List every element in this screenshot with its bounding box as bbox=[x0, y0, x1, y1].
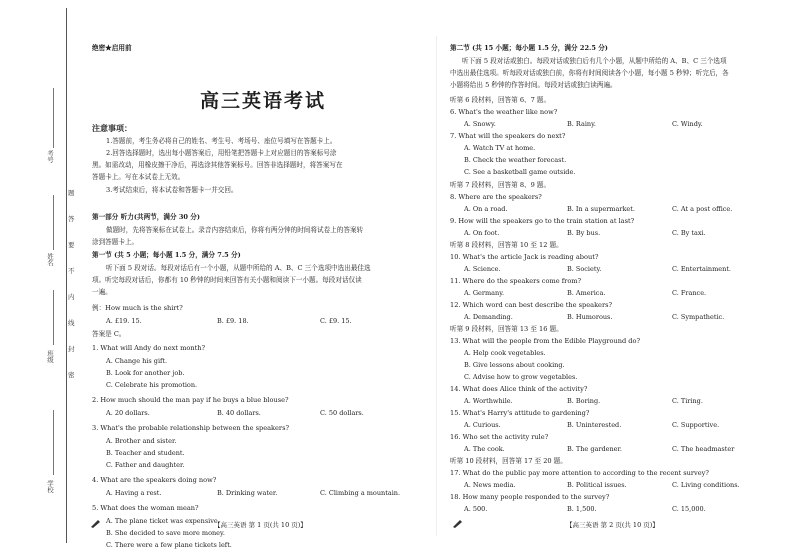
q2-option-b: B. 40 dollars. bbox=[217, 409, 261, 417]
q8-option-a: A. On a road. bbox=[464, 205, 508, 213]
q2-option-a: A. 20 dollars. bbox=[106, 409, 150, 417]
q7-option-b: B. Check the weather forecast. bbox=[464, 156, 567, 164]
q11-option-c: C. France. bbox=[672, 289, 707, 297]
notice-title: 注意事项： bbox=[92, 123, 132, 133]
q7-option-c: C. See a basketball game outside. bbox=[464, 168, 576, 176]
question-12: 12. Which word can best describe the speakers? bbox=[450, 301, 613, 309]
question-3: 3. What's the probable relationship between the speakers? bbox=[92, 424, 289, 432]
q13-option-c: C. Advise how to grow vegetables. bbox=[464, 373, 578, 381]
q12-option-b: B. Humorous. bbox=[567, 313, 613, 321]
question-1: 1. What will Andy do next month? bbox=[92, 344, 206, 352]
secret-label: 绝密★启用前 bbox=[92, 44, 132, 52]
q15-option-a: A. Curious. bbox=[464, 421, 501, 429]
q16-option-b: B. The gardener. bbox=[567, 445, 622, 453]
q4-option-c: C. Climbing a mountain. bbox=[320, 489, 401, 497]
q10-option-c: C. Entertainment. bbox=[672, 265, 731, 273]
notice-2a: 2.回答选择题时，选出每小题答案后，用铅笔把答题卡上对应题目的答案标号涂 bbox=[106, 149, 337, 157]
q16-option-c: C. The headmaster bbox=[672, 445, 735, 453]
example-answer: 答案是 C。 bbox=[92, 330, 126, 338]
q2-option-c: C. 50 dollars. bbox=[320, 409, 364, 417]
sec1-heading: 第一节 (共 5 小题；每小题 1.5 分，满分 7.5 分) bbox=[92, 251, 241, 259]
question-17: 17. What do the public pay more attention to according to the recent survey? bbox=[450, 469, 709, 477]
example-question: 例：How much is the shirt? bbox=[92, 304, 183, 312]
notice-3: 3.考试结束后，将本试卷和答题卡一并交回。 bbox=[106, 186, 238, 194]
page-1 bbox=[80, 0, 436, 548]
example-option-c: C. £9. 15. bbox=[320, 317, 352, 325]
q8-option-b: B. In a supermarket. bbox=[567, 205, 635, 213]
question-5: 5. What does the woman mean? bbox=[92, 504, 199, 512]
part1-desc-b: 涂到答题卡上。 bbox=[92, 238, 139, 246]
q9-option-c: C. By taxi. bbox=[672, 229, 706, 237]
question-2: 2. How much should the man pay if he buys a blue blouse? bbox=[92, 396, 289, 404]
page-2 bbox=[448, 0, 793, 548]
q17-option-b: B. Political issues. bbox=[567, 481, 627, 489]
q14-option-a: A. Worthwhile. bbox=[464, 397, 513, 405]
question-7: 7. What will the speakers do next? bbox=[450, 132, 566, 140]
seal-char: 内 bbox=[68, 293, 75, 301]
q13-option-b: B. Give lessons about cooking. bbox=[464, 361, 565, 369]
question-16: 16. Who set the activity rule? bbox=[450, 433, 549, 441]
q1-option-a: A. Change his gift. bbox=[106, 357, 168, 365]
seal-char: 封 bbox=[68, 345, 75, 353]
q3-option-a: A. Brother and sister. bbox=[106, 437, 177, 445]
question-15: 15. What's Harry's attitude to gardening? bbox=[450, 409, 590, 417]
sec2-desc-c: 小题将给出 5 秒钟的作答时间。每段对话或独白读两遍。 bbox=[450, 81, 617, 89]
school-label: 学校 bbox=[46, 480, 54, 493]
sec1-desc-a: 听下面 5 段对话。每段对话后有一个小题，从题中所给的 A、B、C 三个选项中选出最佳选 bbox=[106, 264, 371, 272]
q1-option-b: B. Look for another job. bbox=[106, 369, 185, 377]
class-blank bbox=[53, 290, 54, 345]
exam-no-blank bbox=[53, 88, 54, 148]
question-9: 9. How will the speakers go to the train station at last? bbox=[450, 217, 635, 225]
q7-option-a: A. Watch TV at home. bbox=[464, 144, 536, 152]
q6-option-a: A. Snowy. bbox=[464, 120, 496, 128]
q9-option-b: B. By bus. bbox=[567, 229, 601, 237]
seal-char: 要 bbox=[68, 241, 75, 249]
example-option-b: B. £9. 18. bbox=[217, 317, 249, 325]
binding-line bbox=[66, 8, 67, 543]
q10-option-b: B. Society. bbox=[567, 265, 602, 273]
q8-option-c: C. At a post office. bbox=[672, 205, 733, 213]
q3-option-c: C. Father and daughter. bbox=[106, 461, 185, 469]
q14-option-b: B. Boring. bbox=[567, 397, 601, 405]
q17-option-c: C. Living conditions. bbox=[672, 481, 740, 489]
q3-option-b: B. Teacher and student. bbox=[106, 449, 185, 457]
q4-option-a: A. Having a rest. bbox=[106, 489, 162, 497]
question-14: 14. What does Alice think of the activity? bbox=[450, 385, 588, 393]
q9-option-a: A. On foot. bbox=[464, 229, 500, 237]
question-11: 11. Where do the speakers come from? bbox=[450, 277, 582, 285]
q18-option-b: B. 1,500. bbox=[567, 505, 597, 513]
q5-option-a: A. The plane ticket was expensive. bbox=[106, 517, 220, 525]
q18-option-c: C. 15,000. bbox=[672, 505, 706, 513]
material-7: 听第 7 段材料，回答第 8、9 题。 bbox=[450, 181, 551, 189]
notice-2c: 答题卡上。写在本试卷上无效。 bbox=[92, 173, 185, 181]
class-label: 班级 bbox=[46, 350, 54, 363]
seal-char: 答 bbox=[68, 215, 75, 223]
q11-option-b: B. America. bbox=[567, 289, 606, 297]
q5-option-c: C. There were a few plane tickets left. bbox=[106, 541, 232, 549]
q6-option-c: C. Windy. bbox=[672, 120, 703, 128]
material-8: 听第 8 段材料，回答第 10 至 12 题。 bbox=[450, 241, 563, 249]
q15-option-b: B. Uninterested. bbox=[567, 421, 622, 429]
question-8: 8. Where are the speakers? bbox=[450, 193, 542, 201]
q12-option-c: C. Sympathetic. bbox=[672, 313, 725, 321]
sec1-desc-b: 项。听完每段对话后，你都有 10 秒钟的时间来回答有关小题和阅读下一小题。每段对话仅读 bbox=[92, 276, 362, 284]
question-13: 13. What will the people from the Edible Playground do? bbox=[450, 337, 641, 345]
q4-option-b: B. Drinking water. bbox=[217, 489, 278, 497]
notice-2b: 黑。如需改动，用橡皮擦干净后，再选涂其他答案标号。回答非选择题时，将答案写在 bbox=[92, 161, 343, 169]
notice-1: 1.答题前，考生务必将自己的姓名、考生号、考场号、座位号填写在答题卡上。 bbox=[106, 137, 337, 145]
sec2-desc-a: 听下面 5 段对话或独白。每段对话或独白后有几个小题，从题中所给的 A、B、C 三个选项 bbox=[462, 57, 727, 65]
name-label: 姓名 bbox=[46, 253, 54, 266]
q11-option-a: A. Germany. bbox=[464, 289, 505, 297]
page-divider bbox=[436, 36, 437, 536]
pen-icon bbox=[90, 519, 101, 528]
seal-char: 不 bbox=[68, 267, 75, 275]
material-9: 听第 9 段材料，回答第 13 至 16 题。 bbox=[450, 325, 563, 333]
q6-option-b: B. Rainy. bbox=[567, 120, 596, 128]
exam-title: 高三英语考试 bbox=[200, 90, 327, 112]
sec2-heading: 第二节 (共 15 小题；每小题 1.5 分，满分 22.5 分) bbox=[450, 44, 608, 52]
page-1-footer: 【高三英语 第 1 页(共 10 页)】 bbox=[214, 521, 307, 529]
binding-strip bbox=[0, 0, 78, 548]
q12-option-a: A. Demanding. bbox=[464, 313, 513, 321]
q14-option-c: C. Tiring. bbox=[672, 397, 703, 405]
q17-option-a: A. News media. bbox=[464, 481, 516, 489]
seal-char: 题 bbox=[68, 189, 75, 197]
question-6: 6. What's the weather like now? bbox=[450, 108, 558, 116]
school-blank bbox=[53, 410, 54, 475]
seal-char: 密 bbox=[68, 371, 75, 379]
part1-desc-a: 做题时，先将答案标在试卷上。录音内容结束后，你将有两分钟的时间将试卷上的答案转 bbox=[106, 226, 364, 234]
question-4: 4. What are the speakers doing now? bbox=[92, 476, 217, 484]
exam-no-label: 考号 bbox=[46, 150, 54, 163]
part1-heading: 第一部分 听力(共两节，满分 30 分) bbox=[92, 213, 201, 221]
q18-option-a: A. 500. bbox=[464, 505, 488, 513]
question-18: 18. How many people responded to the survey? bbox=[450, 493, 610, 501]
q5-option-b: B. She decided to save more money. bbox=[106, 529, 225, 537]
sec1-desc-c: 一遍。 bbox=[92, 288, 112, 296]
seal-char: 线 bbox=[68, 319, 75, 327]
sec2-desc-b: 中选出最佳选项。听每段对话或独白前，你将有时间阅读各个小题，每小题 5 秒钟；听完后，各 bbox=[450, 69, 729, 77]
q10-option-a: A. Science. bbox=[464, 265, 501, 273]
pen-icon bbox=[452, 519, 463, 528]
q16-option-a: A. The cook. bbox=[464, 445, 505, 453]
page-2-footer: 【高三英语 第 2 页(共 10 页)】 bbox=[566, 521, 659, 529]
material-10: 听第 10 段材料，回答第 17 至 20 题。 bbox=[450, 457, 567, 465]
q1-option-c: C. Celebrate his promotion. bbox=[106, 381, 198, 389]
q15-option-c: C. Supportive. bbox=[672, 421, 720, 429]
q13-option-a: A. Help cook vegetables. bbox=[464, 349, 546, 357]
example-option-a: A. £19. 15. bbox=[106, 317, 142, 325]
name-blank bbox=[53, 195, 54, 250]
material-6: 听第 6 段材料，回答第 6、7 题。 bbox=[450, 96, 551, 104]
question-10: 10. What's the article Jack is reading about? bbox=[450, 253, 599, 261]
